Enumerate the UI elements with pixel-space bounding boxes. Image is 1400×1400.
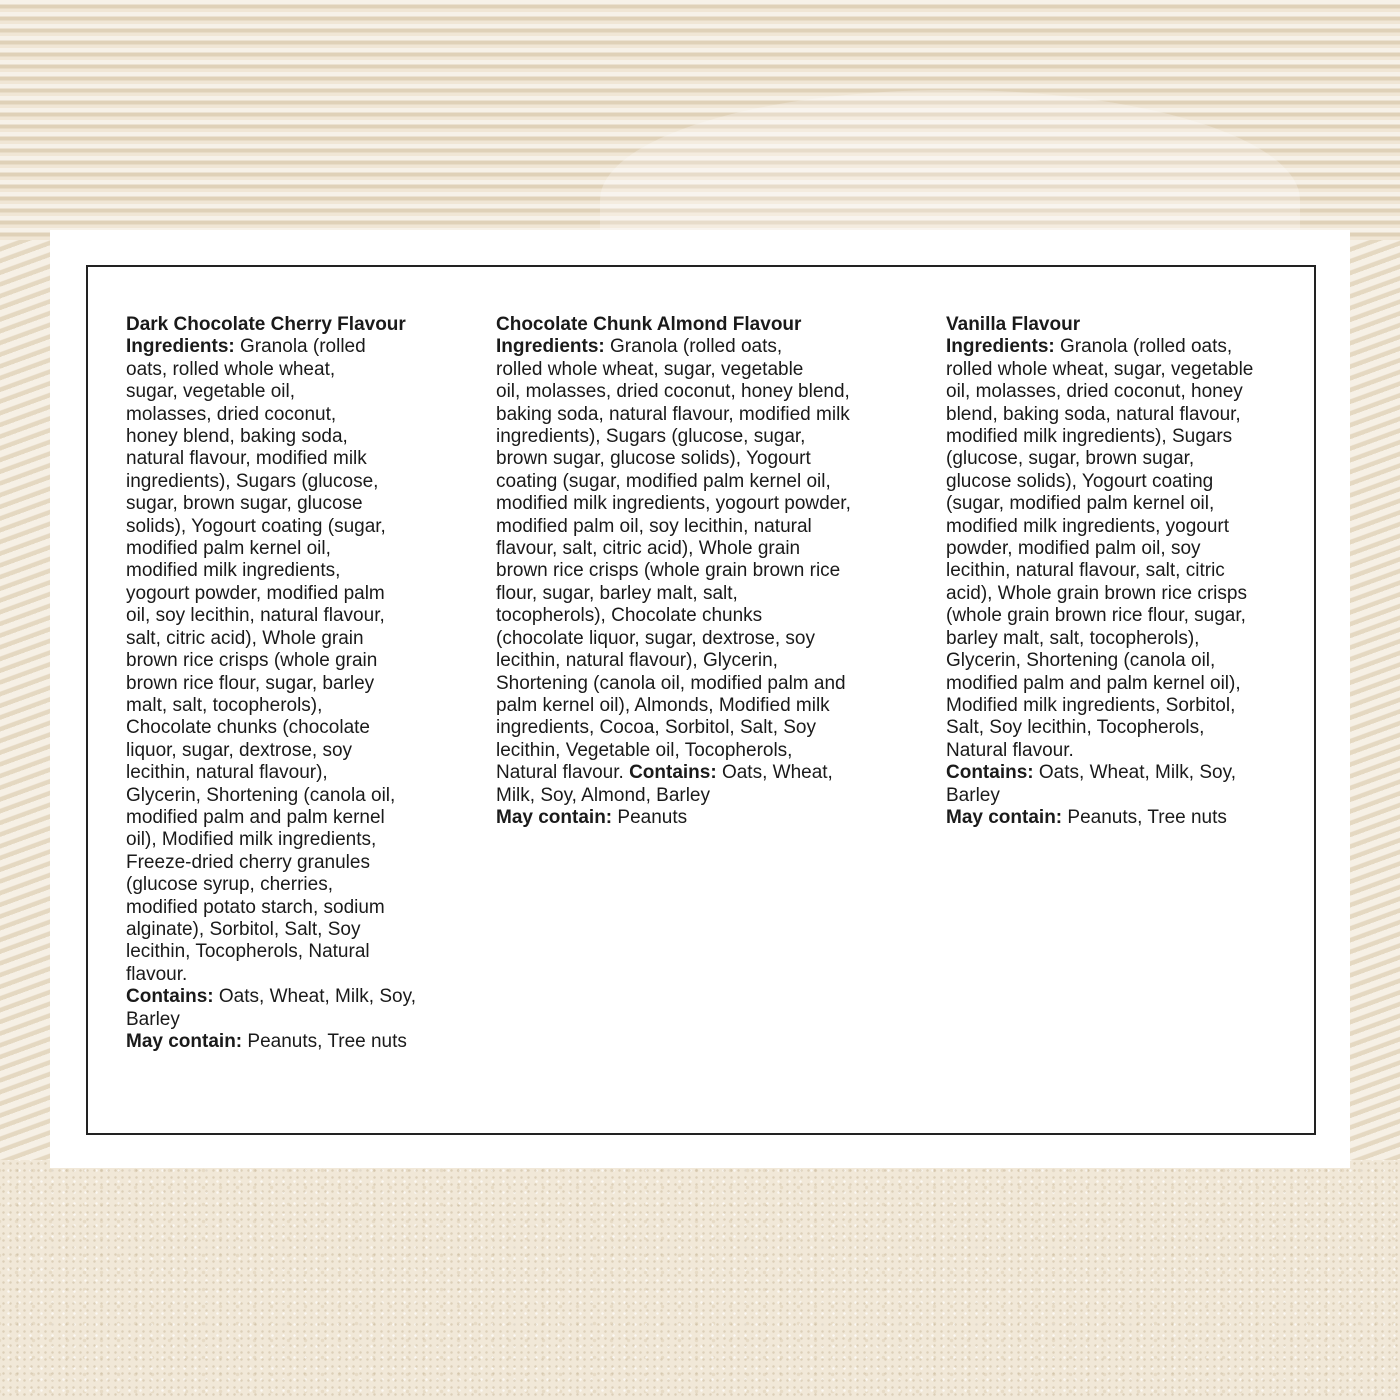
- ingredient-line: [126, 628, 416, 650]
- ingredient-text: sugar, brown sugar, glucose: [126, 493, 363, 515]
- ingredient-text: modified milk ingredients, yogourt powder,: [496, 493, 851, 515]
- ingredient-line: [126, 673, 416, 695]
- ingredient-text: modified palm oil, soy lecithin, natural: [496, 515, 812, 537]
- ingredient-text: lecithin, natural flavour), Glycerin,: [496, 650, 778, 672]
- flavour-column-dark-chocolate-cherry: [126, 314, 416, 1053]
- ingredient-text: rolled whole wheat, sugar, vegetable: [946, 358, 1254, 380]
- ingredient-text: brown rice crisps (whole grain brown rice: [496, 560, 841, 582]
- ingredient-line: [946, 628, 1253, 650]
- ingredient-text: (chocolate liquor, sugar, dextrose, soy: [496, 627, 815, 649]
- ingredient-line: [126, 897, 416, 919]
- section-label: Ingredients:: [126, 336, 235, 358]
- ingredient-line: [126, 919, 416, 941]
- ingredient-line: [126, 785, 416, 807]
- ingredient-line: [126, 986, 416, 1008]
- ingredient-line: [126, 560, 416, 582]
- ingredient-line: [496, 740, 851, 762]
- allergen-label: Contains:: [629, 762, 717, 784]
- section-label: Ingredients:: [946, 336, 1055, 358]
- ingredient-text: (glucose syrup, cherries,: [126, 874, 333, 896]
- ingredient-line: [946, 583, 1253, 605]
- ingredient-line: [126, 493, 416, 515]
- ingredient-line: [496, 336, 851, 358]
- ingredient-text: powder, modified palm oil, soy: [946, 538, 1201, 560]
- ingredient-line: [946, 560, 1253, 582]
- ingredient-text: (sugar, modified palm kernel oil,: [946, 493, 1215, 515]
- ingredient-line: [946, 673, 1253, 695]
- ingredient-line: [946, 448, 1253, 470]
- ingredient-text: glucose solids), Yogourt coating: [946, 470, 1214, 492]
- section-label: May contain:: [496, 806, 613, 828]
- ingredient-text: Natural flavour.: [496, 762, 630, 784]
- ingredient-text: Granola (rolled oats,: [1054, 336, 1233, 358]
- ingredient-line: [126, 381, 416, 403]
- ingredient-text: modified potato starch, sodium: [126, 896, 385, 918]
- ingredient-text: tocopherols), Chocolate chunks: [496, 605, 763, 627]
- ingredient-text: oats, rolled whole wheat,: [126, 358, 336, 380]
- ingredient-text: sugar, vegetable oil,: [126, 381, 296, 403]
- ingredient-text: Granola (rolled: [234, 336, 366, 358]
- ingredient-line: [946, 717, 1253, 739]
- ingredient-text: modified palm kernel oil,: [126, 538, 331, 560]
- ingredient-text: oil, molasses, dried coconut, honey blend,: [496, 381, 850, 403]
- ingredient-text: brown rice flour, sugar, barley: [126, 672, 375, 694]
- ingredient-line: [946, 605, 1253, 627]
- ingredient-line: [126, 941, 416, 963]
- ingredient-line: [946, 336, 1253, 358]
- ingredient-line: [126, 1031, 416, 1053]
- ingredient-line: [496, 448, 851, 470]
- section-label: Ingredients:: [496, 336, 605, 358]
- ingredient-text: Glycerin, Shortening (canola oil,: [946, 650, 1216, 672]
- ingredient-line: [126, 829, 416, 851]
- flavour-title: Vanilla Flavour: [946, 314, 1081, 335]
- ingredient-text: lecithin, Tocopherols, Natural: [126, 941, 370, 963]
- ingredient-text: Milk, Soy, Almond, Barley: [496, 784, 711, 806]
- ingredient-text: flavour.: [126, 963, 188, 985]
- ingredient-line: [496, 471, 851, 493]
- ingredient-line: [496, 560, 851, 582]
- ingredient-line: [946, 762, 1253, 784]
- ingredient-text: Glycerin, Shortening (canola oil,: [126, 784, 396, 806]
- ingredient-line: [496, 583, 851, 605]
- ingredient-line: [496, 785, 851, 807]
- ingredient-line: [126, 583, 416, 605]
- section-label: May contain:: [126, 1031, 243, 1052]
- ingredient-line: [946, 426, 1253, 448]
- ingredient-text: honey blend, baking soda,: [126, 426, 348, 448]
- ingredient-line: [126, 404, 416, 426]
- ingredient-line: [126, 964, 416, 986]
- ingredient-line: [496, 426, 851, 448]
- ingredient-text: Peanuts: [612, 806, 688, 828]
- ingredient-line: [946, 493, 1253, 515]
- section-label: Contains:: [126, 986, 214, 1008]
- ingredient-text: ingredients, Cocoa, Sorbitol, Salt, Soy: [496, 717, 817, 739]
- ingredient-line: [126, 605, 416, 627]
- ingredient-line: [496, 673, 851, 695]
- ingredient-text: coating (sugar, modified palm kernel oil,: [496, 470, 831, 492]
- ingredient-text: barley malt, salt, tocopherols),: [946, 627, 1200, 649]
- ingredient-line: [946, 740, 1253, 762]
- ingredient-text: brown sugar, glucose solids), Yogourt: [496, 448, 811, 470]
- ingredient-line: [946, 785, 1253, 807]
- ingredient-text: blend, baking soda, natural flavour,: [946, 403, 1241, 425]
- ingredient-line: [126, 695, 416, 717]
- ingredient-text: lecithin, natural flavour),: [126, 762, 328, 784]
- ingredient-text: brown rice crisps (whole grain: [126, 650, 378, 672]
- fiber-paper-texture: [0, 1160, 1400, 1400]
- ingredient-line: [946, 516, 1253, 538]
- ingredient-line: [496, 538, 851, 560]
- ingredient-line: [496, 695, 851, 717]
- ingredient-line: [126, 336, 416, 358]
- ingredient-text: modified palm and palm kernel: [126, 806, 385, 828]
- ingredient-text: salt, citric acid), Whole grain: [126, 627, 364, 649]
- flavour-title: Dark Chocolate Cherry Flavour: [126, 314, 406, 335]
- ingredient-text: rolled whole wheat, sugar, vegetable: [496, 358, 804, 380]
- ingredient-line: [126, 807, 416, 829]
- ingredient-text: Salt, Soy lecithin, Tocopherols,: [946, 717, 1205, 739]
- ingredient-text: Oats, Wheat,: [716, 762, 833, 784]
- ingredient-line: [496, 717, 851, 739]
- ingredient-line: [946, 695, 1253, 717]
- ingredient-line: [496, 650, 851, 672]
- ingredient-line: [946, 538, 1253, 560]
- ingredient-text: (whole grain brown rice flour, sugar,: [946, 605, 1246, 627]
- ingredient-text: solids), Yogourt coating (sugar,: [126, 515, 386, 537]
- ingredient-text: (glucose, sugar, brown sugar,: [946, 448, 1195, 470]
- ingredient-line: [946, 381, 1253, 403]
- ingredient-line: [126, 874, 416, 896]
- ingredient-text: liquor, sugar, dextrose, soy: [126, 739, 353, 761]
- ingredient-line: [126, 516, 416, 538]
- ingredient-line: [126, 740, 416, 762]
- ingredient-text: Granola (rolled oats,: [604, 336, 783, 358]
- ingredient-text: modified milk ingredients), Sugars: [946, 426, 1233, 448]
- ingredient-line: [496, 381, 851, 403]
- ingredient-line: [496, 628, 851, 650]
- ingredient-line: [126, 538, 416, 560]
- ingredient-text: Oats, Wheat, Milk, Soy,: [213, 986, 416, 1008]
- ingredient-text: lecithin, Vegetable oil, Tocopherols,: [496, 739, 793, 761]
- ingredient-text: oil, molasses, dried coconut, honey: [946, 381, 1243, 403]
- ingredient-line: [946, 359, 1253, 381]
- ingredient-text: modified milk ingredients,: [126, 560, 341, 582]
- ingredient-line: [946, 650, 1253, 672]
- ingredient-line: [496, 807, 851, 829]
- ingredient-text: natural flavour, modified milk: [126, 448, 367, 470]
- ingredient-text: yogourt powder, modified palm: [126, 582, 385, 604]
- ingredient-text: alginate), Sorbitol, Salt, Soy: [126, 918, 361, 940]
- ingredient-line: [496, 605, 851, 627]
- ingredient-text: oil), Modified milk ingredients,: [126, 829, 377, 851]
- ingredient-line: [946, 471, 1253, 493]
- ingredient-line: [496, 493, 851, 515]
- ingredient-text: ingredients), Sugars (glucose, sugar,: [496, 426, 806, 448]
- ingredient-text: baking soda, natural flavour, modified milk: [496, 403, 850, 425]
- flavour-column-chocolate-chunk-almond: [496, 314, 851, 829]
- ingredient-text: flavour, salt, citric acid), Whole grain: [496, 538, 801, 560]
- ingredient-line: [946, 807, 1253, 829]
- ingredient-text: flour, sugar, barley malt, salt,: [496, 582, 738, 604]
- ingredient-line: [946, 404, 1253, 426]
- ingredient-text: Oats, Wheat, Milk, Soy,: [1033, 762, 1236, 784]
- ingredient-text: Peanuts, Tree nuts: [1062, 806, 1227, 828]
- ingredient-text: oil, soy lecithin, natural flavour,: [126, 605, 385, 627]
- ingredient-line: [126, 471, 416, 493]
- ingredient-line: [496, 762, 851, 784]
- ingredient-line: [126, 426, 416, 448]
- ingredient-text: lecithin, natural flavour, salt, citric: [946, 560, 1225, 582]
- ingredient-text: Barley: [946, 784, 1000, 806]
- flavour-title: Chocolate Chunk Almond Flavour: [496, 314, 802, 335]
- ingredient-text: Peanuts, Tree nuts: [242, 1031, 407, 1052]
- ingredient-text: molasses, dried coconut,: [126, 403, 337, 425]
- ingredient-line: [126, 852, 416, 874]
- ingredient-text: Modified milk ingredients, Sorbitol,: [946, 694, 1236, 716]
- ingredient-line: [126, 762, 416, 784]
- ingredient-text: Chocolate chunks (chocolate: [126, 717, 370, 739]
- ingredient-line: [496, 404, 851, 426]
- ingredient-line: [126, 650, 416, 672]
- ingredient-text: modified milk ingredients, yogourt: [946, 515, 1230, 537]
- flavour-column-vanilla: [946, 314, 1253, 829]
- ingredient-text: modified palm and palm kernel oil),: [946, 672, 1241, 694]
- ingredient-text: Shortening (canola oil, modified palm and: [496, 672, 846, 694]
- ingredient-line: [126, 448, 416, 470]
- ingredient-text: Freeze-dried cherry granules: [126, 851, 370, 873]
- section-label: Contains:: [946, 762, 1034, 784]
- ingredient-line: [126, 717, 416, 739]
- ingredient-text: palm kernel oil), Almonds, Modified milk: [496, 694, 830, 716]
- ingredient-line: [496, 516, 851, 538]
- ingredient-text: acid), Whole grain brown rice crisps: [946, 582, 1247, 604]
- ingredient-line: [126, 359, 416, 381]
- ingredient-text: ingredients), Sugars (glucose,: [126, 470, 379, 492]
- ingredient-text: Barley: [126, 1008, 180, 1030]
- ingredient-text: Natural flavour.: [946, 739, 1074, 761]
- ingredient-line: [126, 1009, 416, 1031]
- section-label: May contain:: [946, 806, 1063, 828]
- ingredient-text: malt, salt, tocopherols),: [126, 694, 323, 716]
- ingredient-line: [496, 359, 851, 381]
